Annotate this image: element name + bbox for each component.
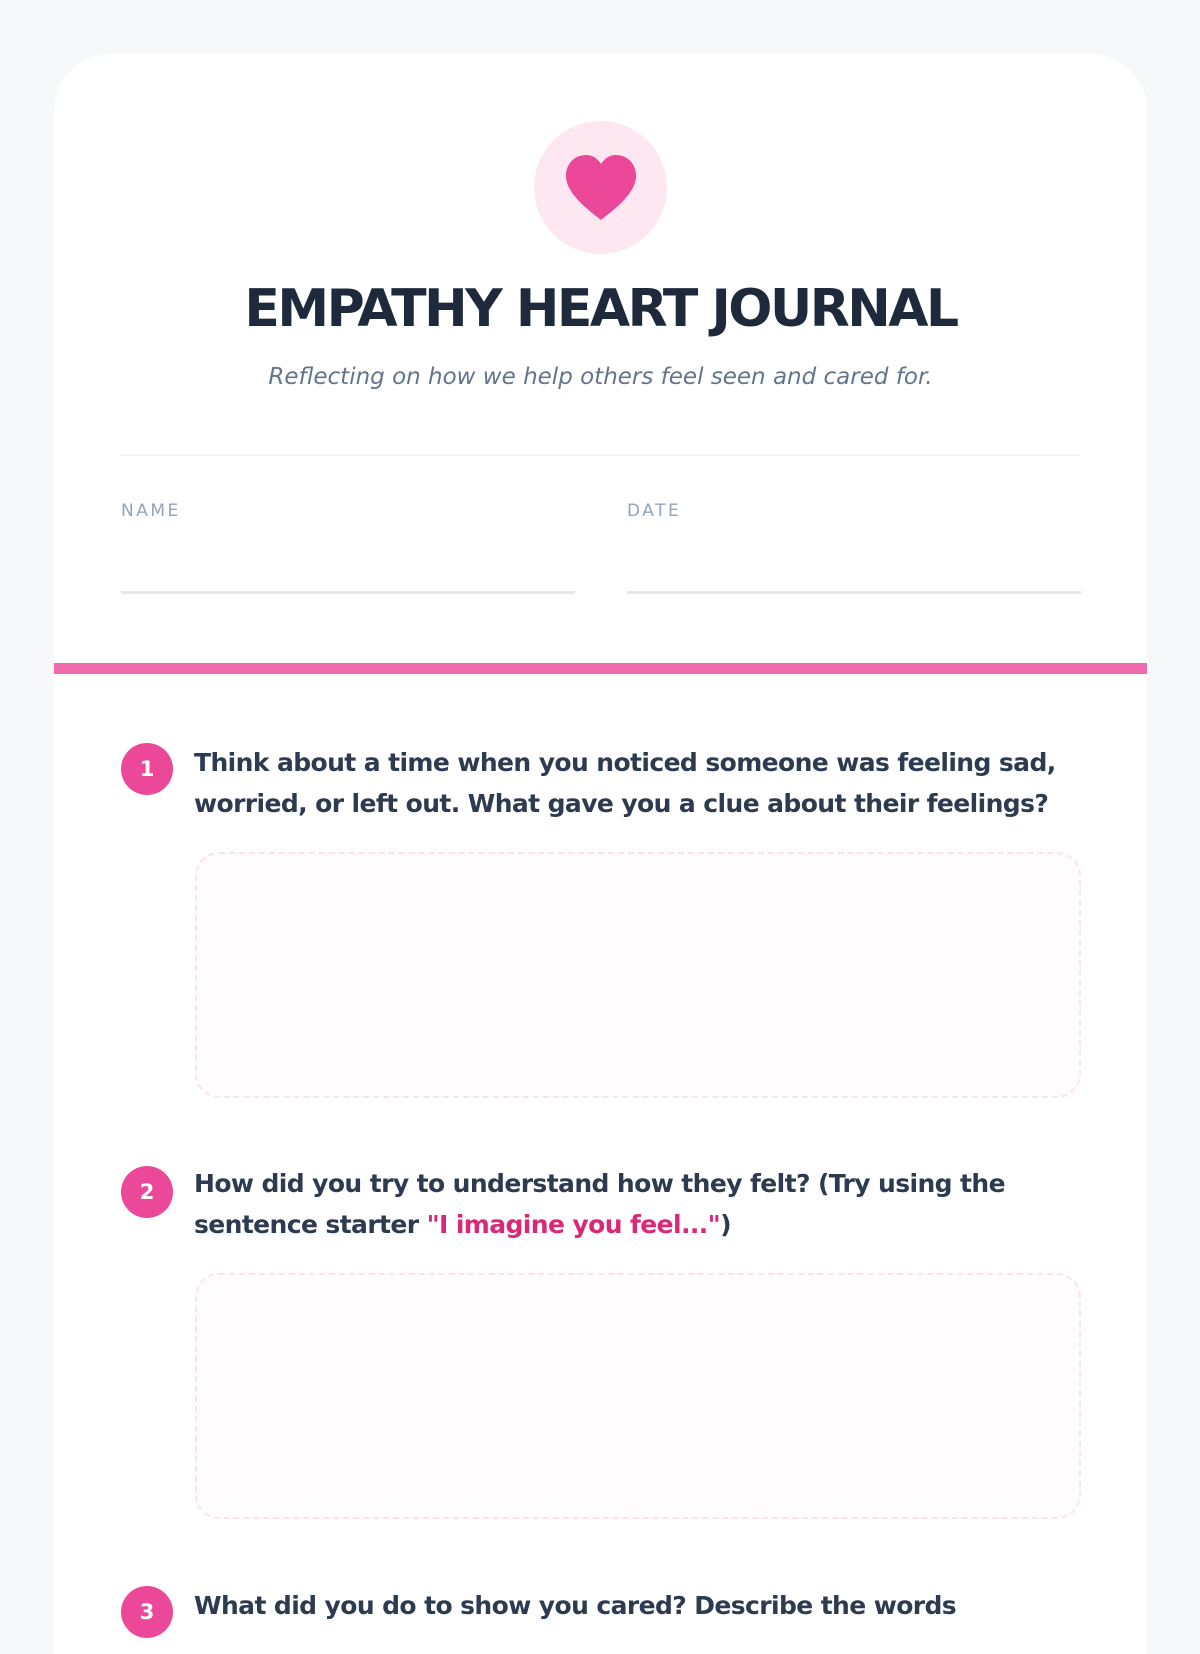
question-number-badge: 3 — [121, 1586, 173, 1638]
header-divider — [120, 454, 1080, 456]
question-text-part: ) — [720, 1210, 731, 1239]
question-text-part: How did you try to understand how they felt? (Try using the sentence starter — [194, 1169, 1005, 1239]
page-title: EMPATHY HEART JOURNAL — [244, 279, 957, 339]
section-divider-bar — [54, 663, 1147, 674]
question-number-badge: 2 — [121, 1166, 173, 1218]
date-label: DATE — [627, 501, 682, 521]
name-field[interactable] — [121, 591, 575, 594]
answer-box[interactable] — [195, 1273, 1081, 1519]
sentence-starter-highlight: "I imagine you feel..." — [426, 1210, 721, 1239]
heart-icon — [564, 154, 638, 222]
name-label: NAME — [121, 501, 181, 521]
question-text: What did you do to show you cared? Describe the words — [194, 1591, 957, 1620]
question-number-badge: 1 — [121, 743, 173, 795]
journal-card — [54, 54, 1147, 1654]
question-text — [194, 1163, 1094, 1245]
question-text: Think about a time when you noticed someone was feeling sad, worried, or left out. What gave you a clue about their feelings? — [194, 748, 1056, 818]
date-field[interactable] — [627, 591, 1081, 594]
page-subtitle: Reflecting on how we help others feel seen and cared for. — [268, 364, 933, 390]
heart-badge — [534, 121, 667, 254]
answer-box[interactable] — [195, 852, 1081, 1098]
